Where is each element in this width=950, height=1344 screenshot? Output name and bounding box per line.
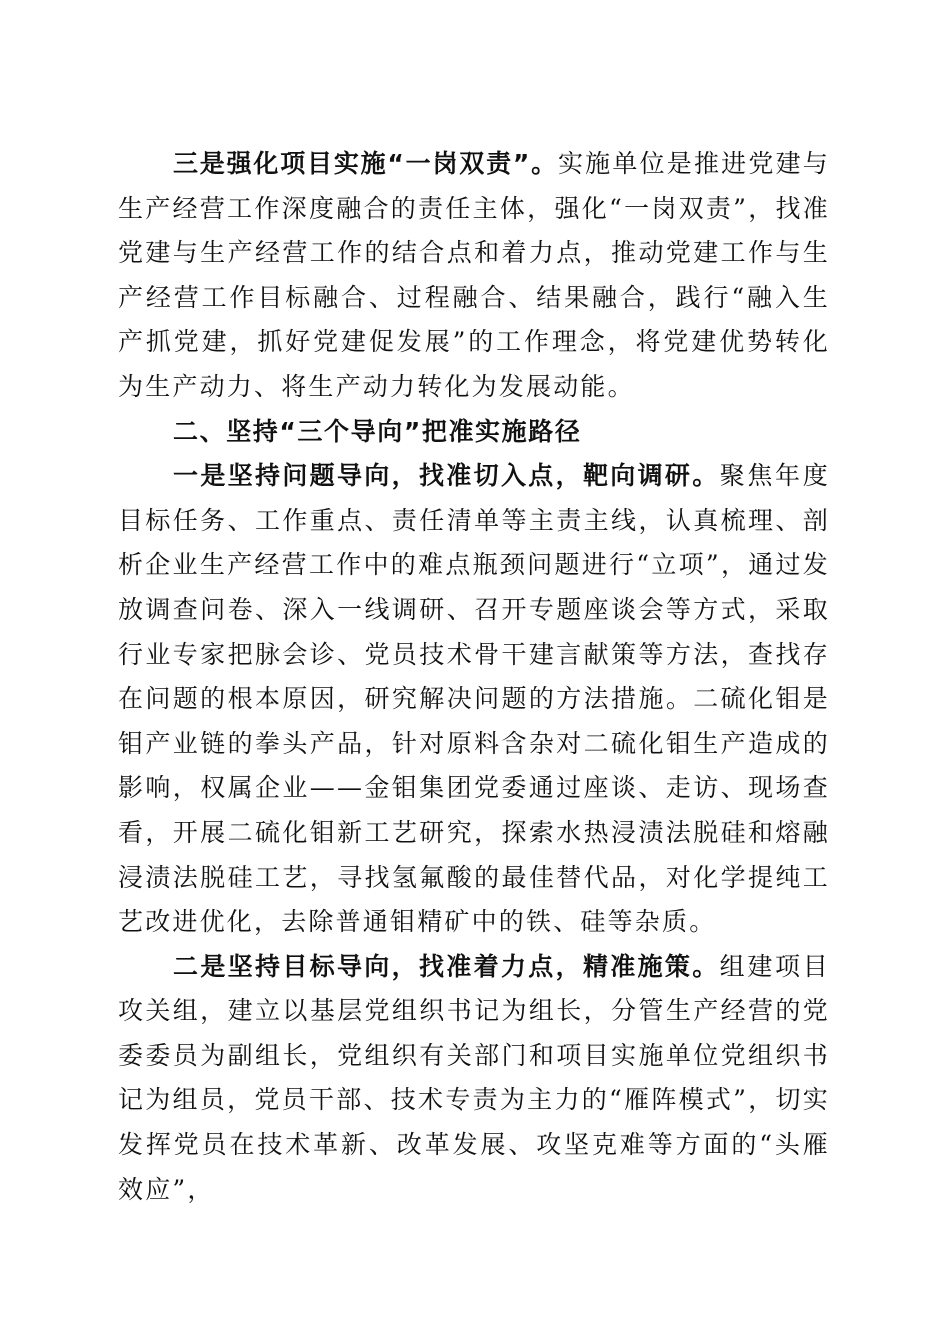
section-heading: 二、坚持“三个导向”把准实施路径 — [173, 416, 582, 446]
paragraph-problem-orientation — [118, 454, 830, 945]
paragraph-lead: 三是强化项目实施“一岗双责”。 — [173, 149, 558, 178]
paragraph-text: 组建项目攻关组，建立以基层党组织书记为组长，分管生产经营的党委委员为副组长，党组织有关部门和项目实施单位党组织书记为组员，党员干部、技术专责为主力的“雁阵模式”，切实发挥党员在技术革新、改革发展、攻坚克难等方面的“头雁效应”， — [118, 951, 830, 1204]
paragraph-text: 实施单位是推进党建与生产经营工作深度融合的责任主体，强化“一岗双责”，找准党建与生产经营工作的结合点和着力点，推动党建工作与生产经营工作目标融合、过程融合、结果融合，践行“融入生产抓党建，抓好党建促发展”的工作理念，将党建优势转化为生产动力、将生产动力转化为发展动能。 — [118, 149, 830, 401]
paragraph-lead: 二是坚持目标导向，找准着力点，精准施策。 — [173, 951, 720, 981]
paragraph-lead: 一是坚持问题导向，找准切入点，靶向调研。 — [173, 461, 720, 491]
paragraph-goal-orientation — [118, 945, 830, 1213]
document-body — [118, 142, 830, 1212]
paragraph-text: 聚焦年度目标任务、工作重点、责任清单等主责主线，认真梳理、剖析企业生产经营工作中的难点瓶颈问题进行“立项”，通过发放调查问卷、深入一线调研、召开专题座谈会等方式，采取行业专家把脉会诊、党员技术骨干建言献策等方法，查找存在问题的根本原因，研究解决问题的方法措施。二硫化钼是钼产业链的拳头产品，针对原料含杂对二硫化钼生产造成的影响，权属企业——金钼集团党委通过座谈、走访、现场查看，开展二硫化钼新工艺研究，探索水热浸渍法脱硅和熔融浸渍法脱硅工艺，寻找氢氟酸的最佳替代品，对化学提纯工艺改进优化，去除普通钼精矿中的铁、硅等杂质。 — [118, 461, 830, 937]
paragraph-one-post-two-duties — [118, 142, 830, 410]
